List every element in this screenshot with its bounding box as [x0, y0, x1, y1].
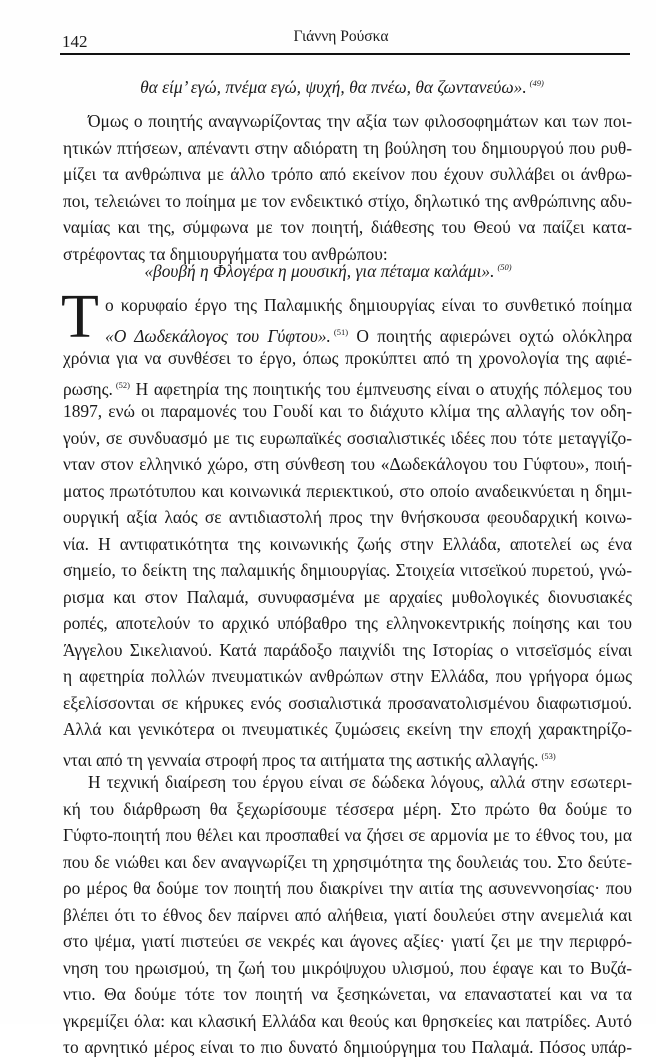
paragraph-1-line: ητικών πτήσεων, απέναντι στην αδιόρατη τη βούληση του δημιουργού που ρυθ-	[63, 137, 632, 158]
footnote-ref-53: (53)	[541, 750, 556, 761]
paragraph-1-line: ναμίας και της, σύμφωνα με τον ποιητή, διάθεσης του Θεού να παίζει κατα-	[63, 217, 632, 237]
paragraph-2-line: χρόνια για να συνθέσει το έργο, όπως προκύπτει από τη χρονολογία της αφιέ-	[63, 348, 632, 368]
paragraph-2-text: Ο ποιητής αφιερώνει οχτώ ολόκληρα	[356, 325, 632, 346]
paragraph-2-line	[63, 374, 632, 400]
paragraph-3-line: Γύφτο-ποιητή που θέλει και προσπαθεί να ζήσει σε αρμονία με το έθνος του, μα	[63, 825, 632, 845]
footnote-ref-50: (50)	[497, 262, 512, 272]
page-header	[52, 24, 630, 52]
paragraph-2-line: νταν στον ελληνικό χώρο, στη σύνθεση του «Δωδεκάλογου του Γύφτου», ποιή-	[63, 454, 632, 474]
paragraph-2-line: Αλλά και γενικότερα οι πνευματικές ζυμώσεις εκείνη την εποχή χαρακτηρίζο-	[63, 719, 632, 739]
paragraph-3-line: στο ψέμα, γιατί πιστεύει σε νεκρές και άγονες αξίες· γιατί ζει με την περιφρό-	[63, 931, 632, 951]
verse-quote-2-text: «βουβή η Φλογέρα η μουσική, για πέταμα καλάμι».	[144, 261, 495, 281]
paragraph-1-line: στρέφοντας τα δημιουργήματα του ανθρώπου:	[63, 243, 388, 264]
verse-quote-1	[0, 72, 656, 98]
paragraph-3-line: κή του διάρθρωση θα ξεχωρίσουμε τέσσερα μέρη. Στο πρώτο θα δούμε το	[63, 798, 632, 819]
footnote-ref-51: (51)	[333, 326, 349, 337]
drop-cap: Τ	[61, 283, 99, 351]
paragraph-2-line: γούν, σε συνδυασμό με τις ευρωπαϊκές σοσιαλιστικές ιδέες που τότε μεταγγίζο-	[63, 427, 632, 448]
work-title: «Ο Δωδεκάλογος του Γύφτου».	[105, 325, 331, 346]
paragraph-3-line: που δε νιώθει και δεν αναγνωρίζει τη χρησιμότητα της δουλειάς του. Στο δεύτε-	[63, 851, 632, 872]
header-rule	[60, 53, 630, 55]
paragraph-3-line: Η τεχνική διαίρεση του έργου είναι σε δώδεκα λόγους, αλλά στην εσωτερι-	[88, 772, 632, 792]
paragraph-2-text: ρωσης.	[63, 378, 113, 399]
paragraph-2-line: ο κορυφαίο έργο της Παλαμικής δημιουργίας είναι το συνθετικό ποίημα	[105, 295, 632, 315]
paragraph-2-line: ρισμα και στον Παλαμά, συνυφασμένα με αρχαίες μυθολογικές διονυσιακές	[63, 586, 632, 607]
paragraph-2-line	[63, 745, 632, 771]
paragraph-3-line: το αρνητικό μέρος είναι το πιο δυνατό δημιούργημα του Παλαμά. Πόσος υπάρ-	[63, 1037, 632, 1057]
running-head-author: Γιάννη Ρούσκα	[293, 28, 389, 45]
paragraph-2-line: σημείο, το δείκτη της παλαμικής δημιουργίας. Στοιχεία νιτσεϊκού πυρετού, γνώ-	[63, 560, 632, 580]
paragraph-3-line: βλέπει ότι το έθνος δεν παίρνει από αλήθεια, γιατί δουλεύει στην ανεμελιά και	[63, 904, 632, 925]
paragraph-3-line: ρο μέρος θα δούμε τον ποιητή που διακρίνει την αιτία της ασυνεννοησίας· που	[63, 878, 632, 898]
paragraph-2-line: η αφετηρία πολλών πνευματικών ανθρώπων στην Ελλάδα, που γρήγορα όμως	[63, 666, 632, 686]
page-number: 142	[62, 32, 88, 51]
paragraph-1-line: ποι, τελειώνει το ποίημα με τον ενδεικτικό στίχο, δηλωτικό της ανθρώπινης αδυ-	[63, 190, 632, 211]
verse-quote-2	[0, 256, 656, 282]
paragraph-2-line: εξελίσσονται σε κήρυκες ενός σοσιαλιστικά προσανατολισμένου διαφωτισμού.	[63, 692, 632, 713]
paragraph-2-line: 1897, ενώ οι παραμονές του Γουδί και το διάχυτο κλίμα της αλλαγής τον οδη-	[63, 401, 632, 421]
paragraph-2-line: ματος πρωτότυπου και κοινωνικά περιεκτικού, στο οποίο αναδεικνύεται η δημι-	[63, 480, 632, 501]
paragraph-2-text: νται από τη γενναία στροφή προς τα αιτήματα της αστικής αλλαγής.	[63, 749, 539, 770]
paragraph-2-text: Η αφετηρία της ποιητικής του έμπνευσης είναι ο ατυχής πόλεμος του	[135, 378, 632, 399]
verse-quote-1-text: θα είμ’ εγώ, πνέμα εγώ, ψυχή, θα πνέω, θα ζωντανεύω».	[140, 77, 527, 97]
paragraph-2-line: ουργική αξία λαός σε αντιδιαστολή προς την θνήσκουσα φεουδαρχική κοινω-	[63, 507, 632, 527]
paragraph-3-line: νηση του ηρωισμού, τη ζωή του μικρόψυχου υλισμού, που έφαγε και το Βυζά-	[63, 957, 632, 978]
paragraph-2-line: νία. Η αντιφατικότητα της κοινωνικής ζωής στην Ελλάδα, αποτελεί ως ένα	[63, 533, 632, 554]
paragraph-2-line	[105, 321, 632, 347]
paragraph-1-line: Όμως ο ποιητής αναγνωρίζοντας την αξία των φιλοσοφημάτων και των ποι-	[88, 111, 632, 131]
paragraph-1-line: μίζει τα ανθρώπινα με άλλο τρόπο από εκείνον που έχουν συλλάβει οι άνθρω-	[63, 164, 632, 184]
paragraph-3-line: γκρεμίζει όλα: και κλασική Ελλάδα και θεούς και θρησκείες και πατρίδες. Αυτό	[63, 1010, 632, 1031]
footnote-ref-52: (52)	[115, 379, 131, 390]
footnote-ref-49: (49)	[529, 78, 544, 88]
paragraph-3-line: ντιο. Θα δούμε τότε τον ποιητή να ξεσηκώνεται, να επαναστατεί και να τα	[63, 984, 632, 1004]
paragraph-2-line: Άγγελου Σικελιανού. Κατά παράδοξο παιχνίδι της Ιστορίας ο νιτσεϊσμός είναι	[63, 639, 632, 660]
paragraph-2-line: ροπές, αποτελούν το αρχικό υπόβαθρο της ελληνοκεντρικής ποίησης και του	[63, 613, 632, 633]
